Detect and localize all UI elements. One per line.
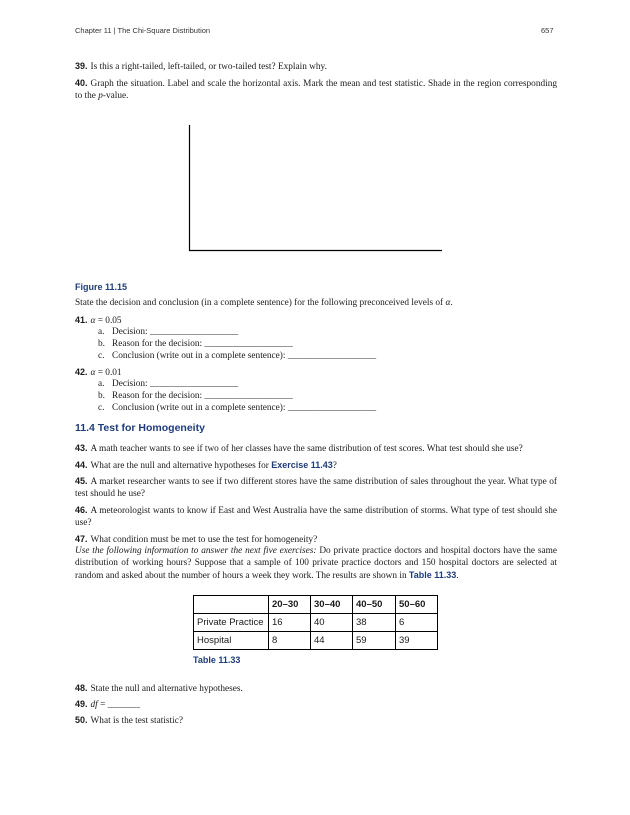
table-cell: 38 <box>353 614 396 632</box>
table-header-cell: 40–50 <box>353 596 396 614</box>
subpart-letter: c. <box>98 403 105 413</box>
table-header-cell: 30–40 <box>311 596 353 614</box>
decision-instructions <box>75 297 557 309</box>
alpha-value: = 0.01 <box>95 368 122 378</box>
exercise-43 <box>75 442 557 455</box>
section-heading: 11.4 Test for Homogeneity <box>75 422 205 434</box>
exercise-text: = _______ <box>97 700 141 710</box>
info-text: Do private practice doctors and hospital doctors have the same distribution of working hours? Suppose that a sample of 100 private practice doctors and 150 hospital doctors are selected at random and asked about the number of hours a week they work. The results are shown in <box>75 546 557 581</box>
exercise-number: 43. <box>75 443 88 453</box>
alpha-symbol: α <box>90 316 96 326</box>
alpha-symbol: α <box>445 298 451 308</box>
exercise-number: 46. <box>75 505 88 515</box>
info-end: . <box>456 571 459 581</box>
exercise-text: A market researcher wants to see if two different stores have the same distribution of sales throughout the year. What type of test should he use? <box>75 477 557 499</box>
exercise-text-end: ? <box>332 461 337 471</box>
exercise-number: 48. <box>75 683 88 693</box>
reason-blank: Reason for the decision: ___________________ <box>112 391 293 401</box>
five-exercises-info <box>75 545 557 582</box>
alpha-value: = 0.05 <box>95 316 122 326</box>
decision-blank: Decision: ___________________ <box>112 327 239 337</box>
exercise-number: 42. <box>75 367 88 377</box>
conclusion-blank: Conclusion (write out in a complete sentence): ___________________ <box>112 403 377 413</box>
exercise-text: Is this a right-tailed, left-tailed, or two-tailed test? Explain why. <box>90 62 327 72</box>
exercise-41-subparts <box>98 326 376 362</box>
exercise-text: A math teacher wants to see if two of her classes have the same distribution of test scores. What test should she use? <box>90 444 523 454</box>
exercise-text: Graph the situation. Label and scale the horizontal axis. Mark the mean and test statistic. Shade in the region corresponding to the <box>75 79 557 101</box>
table-link[interactable]: Table 11.33 <box>408 570 457 580</box>
exercise-text: State the null and alternative hypotheses. <box>90 684 243 694</box>
working-hours-table <box>193 595 438 650</box>
table-cell: 40 <box>311 614 353 632</box>
exercise-number: 50. <box>75 715 88 725</box>
exercise-text-end: -value. <box>102 91 129 101</box>
table-header-row <box>194 596 438 614</box>
table-cell: 59 <box>353 632 396 650</box>
alpha-symbol: α <box>90 368 96 378</box>
exercise-link[interactable]: Exercise 11.43 <box>271 460 333 470</box>
exercise-number: 41. <box>75 315 88 325</box>
subpart-b <box>98 338 376 350</box>
subpart-letter: b. <box>98 391 105 401</box>
table-header-cell: 50–60 <box>396 596 438 614</box>
exercise-49 <box>75 698 557 711</box>
exercise-39 <box>75 60 557 73</box>
subpart-letter: b. <box>98 339 105 349</box>
table-row <box>194 632 438 650</box>
exercise-40 <box>75 77 557 102</box>
exercise-number: 45. <box>75 476 88 486</box>
exercise-number: 49. <box>75 699 88 709</box>
exercise-44 <box>75 459 557 472</box>
subpart-a <box>98 378 376 390</box>
df-variable: df <box>90 700 98 710</box>
exercise-42-subparts <box>98 378 376 414</box>
table-header-cell <box>194 596 269 614</box>
exercise-number: 40. <box>75 78 88 88</box>
table-row <box>194 614 438 632</box>
exercise-48 <box>75 682 557 695</box>
subpart-letter: c. <box>98 351 105 361</box>
exercise-number: 39. <box>75 61 88 71</box>
subpart-a <box>98 326 376 338</box>
table-cell: 6 <box>396 614 438 632</box>
subpart-letter: a. <box>98 327 105 337</box>
exercise-number: 44. <box>75 460 88 470</box>
reason-blank: Reason for the decision: ___________________ <box>112 339 293 349</box>
exercise-text: What condition must be met to use the test for homogeneity? <box>90 535 318 545</box>
table-cell: 39 <box>396 632 438 650</box>
conclusion-blank: Conclusion (write out in a complete sentence): ___________________ <box>112 351 377 361</box>
page-number: 657 <box>541 26 554 35</box>
table-header-cell: 20–30 <box>269 596 311 614</box>
table-cell: 16 <box>269 614 311 632</box>
p-variable: p <box>98 91 103 101</box>
exercise-45 <box>75 475 557 500</box>
table-cell: Hospital <box>194 632 269 650</box>
subpart-c <box>98 350 376 362</box>
table-cell: 8 <box>269 632 311 650</box>
table-cell: 44 <box>311 632 353 650</box>
chapter-header: Chapter 11 | The Chi-Square Distribution <box>75 26 211 35</box>
subpart-b <box>98 390 376 402</box>
table-caption: Table 11.33 <box>193 655 241 665</box>
exercise-50 <box>75 714 557 727</box>
exercise-text: What is the test statistic? <box>90 716 183 726</box>
subpart-c <box>98 402 376 414</box>
instruction-end: . <box>450 298 453 308</box>
figure-caption: Figure 11.15 <box>75 282 128 292</box>
info-lead: Use the following information to answer the next five exercises: <box>75 546 317 556</box>
blank-graph-axes <box>186 123 444 253</box>
instruction-text: State the decision and conclusion (in a complete sentence) for the following preconceived levels of <box>75 298 446 308</box>
subpart-letter: a. <box>98 379 105 389</box>
exercise-text: A meteorologist wants to know if East and West Australia have the same distribution of storms. What type of test should she use? <box>75 506 557 528</box>
exercise-number: 47. <box>75 534 88 544</box>
exercise-46 <box>75 504 557 529</box>
exercise-text: What are the null and alternative hypotheses for <box>90 461 272 471</box>
decision-blank: Decision: ___________________ <box>112 379 239 389</box>
table-cell: Private Practice <box>194 614 269 632</box>
